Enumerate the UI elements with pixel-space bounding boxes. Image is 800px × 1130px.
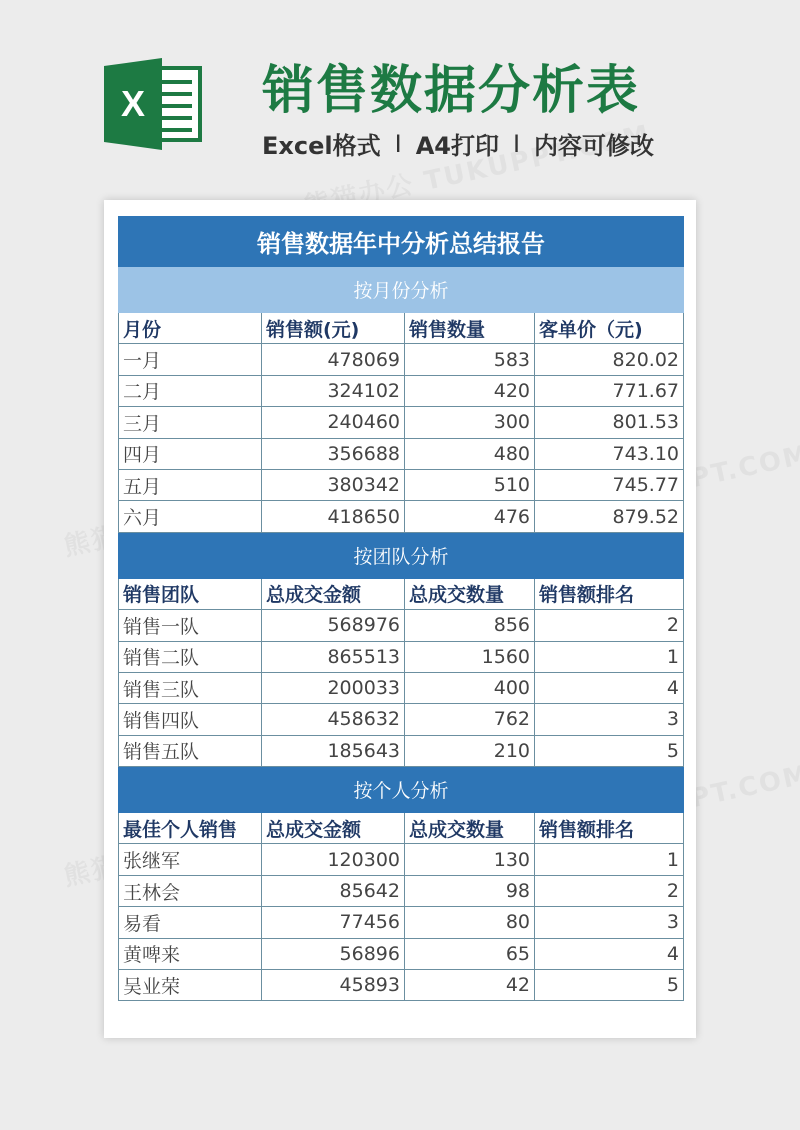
table-cell: 380342: [262, 469, 405, 500]
subtitle-separator: I: [394, 129, 402, 158]
table-cell: 480: [405, 438, 535, 469]
table-cell: 销售三队: [119, 672, 262, 703]
table-cell: 王林会: [119, 875, 262, 906]
subtitle-format: Excel格式: [262, 132, 381, 160]
table-cell: 568976: [262, 610, 405, 641]
subtitle-editable: 内容可修改: [534, 132, 655, 160]
table-cell: 黄啤来: [119, 938, 262, 969]
table-cell: 二月: [119, 375, 262, 406]
column-header-row: [119, 578, 684, 609]
table-row: [119, 672, 684, 703]
table-cell: 120300: [262, 844, 405, 875]
page-title: 销售数据分析表: [262, 61, 641, 121]
table-cell: 六月: [119, 501, 262, 532]
table-cell: 45893: [262, 970, 405, 1001]
table-cell: 510: [405, 469, 535, 500]
table-row: [119, 970, 684, 1001]
table-row: [119, 704, 684, 735]
table-cell: 745.77: [535, 469, 684, 500]
table-cell: 185643: [262, 735, 405, 766]
column-header: 销售额排名: [535, 813, 684, 844]
table-row: [119, 501, 684, 532]
table-cell: 200033: [262, 672, 405, 703]
column-header: 客单价（元): [535, 313, 684, 344]
table-row: [119, 907, 684, 938]
table-cell: 300: [405, 407, 535, 438]
table-row: [119, 375, 684, 406]
section-heading: 按团队分析: [119, 532, 684, 578]
table-cell: 458632: [262, 704, 405, 735]
column-header: 销售数量: [405, 313, 535, 344]
table-cell: 销售四队: [119, 704, 262, 735]
table-cell: 865513: [262, 641, 405, 672]
table-cell: 3: [535, 704, 684, 735]
table-cell: 2: [535, 610, 684, 641]
section-heading: 按月份分析: [119, 267, 684, 313]
table-cell: 三月: [119, 407, 262, 438]
table-cell: 4: [535, 672, 684, 703]
section-heading: 按个人分析: [119, 767, 684, 813]
table-cell: 4: [535, 938, 684, 969]
section-heading-row: [119, 532, 684, 578]
table-cell: 762: [405, 704, 535, 735]
table-row: [119, 844, 684, 875]
report-title: 销售数据年中分析总结报告: [119, 217, 684, 267]
table-cell: 销售一队: [119, 610, 262, 641]
table-cell: 324102: [262, 375, 405, 406]
table-cell: 销售二队: [119, 641, 262, 672]
table-cell: 一月: [119, 344, 262, 375]
table-cell: 四月: [119, 438, 262, 469]
table-cell: 5: [535, 735, 684, 766]
table-cell: 356688: [262, 438, 405, 469]
table-row: [119, 938, 684, 969]
table-cell: 210: [405, 735, 535, 766]
table-cell: 478069: [262, 344, 405, 375]
table-cell: 743.10: [535, 438, 684, 469]
column-header: 月份: [119, 313, 262, 344]
excel-logo-icon: [104, 58, 204, 150]
table-cell: 80: [405, 907, 535, 938]
column-header: 总成交数量: [405, 578, 535, 609]
table-cell: 801.53: [535, 407, 684, 438]
table-cell: 856: [405, 610, 535, 641]
column-header-row: [119, 313, 684, 344]
table-cell: 879.52: [535, 501, 684, 532]
table-cell: 400: [405, 672, 535, 703]
title-row: [119, 217, 684, 267]
table-row: [119, 610, 684, 641]
column-header: 总成交金额: [262, 813, 405, 844]
table-cell: 77456: [262, 907, 405, 938]
column-header: 销售额排名: [535, 578, 684, 609]
table-cell: 吴业荣: [119, 970, 262, 1001]
table-cell: 易看: [119, 907, 262, 938]
table-row: [119, 438, 684, 469]
table-row: [119, 407, 684, 438]
table-cell: 98: [405, 875, 535, 906]
table-cell: 85642: [262, 875, 405, 906]
column-header: 最佳个人销售: [119, 813, 262, 844]
table-row: [119, 735, 684, 766]
table-cell: 张继军: [119, 844, 262, 875]
table-cell: 56896: [262, 938, 405, 969]
section-heading-row: [119, 767, 684, 813]
subtitle: [262, 126, 654, 161]
table-cell: 771.67: [535, 375, 684, 406]
subtitle-separator: I: [512, 129, 521, 158]
table-cell: 418650: [262, 501, 405, 532]
table-cell: 420: [405, 375, 535, 406]
table-cell: 476: [405, 501, 535, 532]
column-header: 销售团队: [119, 578, 262, 609]
column-header: 总成交金额: [262, 578, 405, 609]
section-heading-row: [119, 267, 684, 313]
table-row: [119, 641, 684, 672]
table-row: [119, 875, 684, 906]
column-header: 销售额(元): [262, 313, 405, 344]
table-cell: 2: [535, 875, 684, 906]
table-cell: 130: [405, 844, 535, 875]
table-cell: 820.02: [535, 344, 684, 375]
subtitle-print: A4打印: [415, 132, 499, 160]
table-cell: 5: [535, 970, 684, 1001]
table-cell: 五月: [119, 469, 262, 500]
table-cell: 销售五队: [119, 735, 262, 766]
table-cell: 1560: [405, 641, 535, 672]
column-header: 总成交数量: [405, 813, 535, 844]
table-cell: 240460: [262, 407, 405, 438]
report-table: [118, 216, 684, 1001]
table-cell: 583: [405, 344, 535, 375]
logo-letter: X: [120, 83, 146, 124]
table-row: [119, 344, 684, 375]
column-header-row: [119, 813, 684, 844]
table-cell: 42: [405, 970, 535, 1001]
table-cell: 65: [405, 938, 535, 969]
table-cell: 1: [535, 844, 684, 875]
table-row: [119, 469, 684, 500]
table-cell: 1: [535, 641, 684, 672]
table-cell: 3: [535, 907, 684, 938]
